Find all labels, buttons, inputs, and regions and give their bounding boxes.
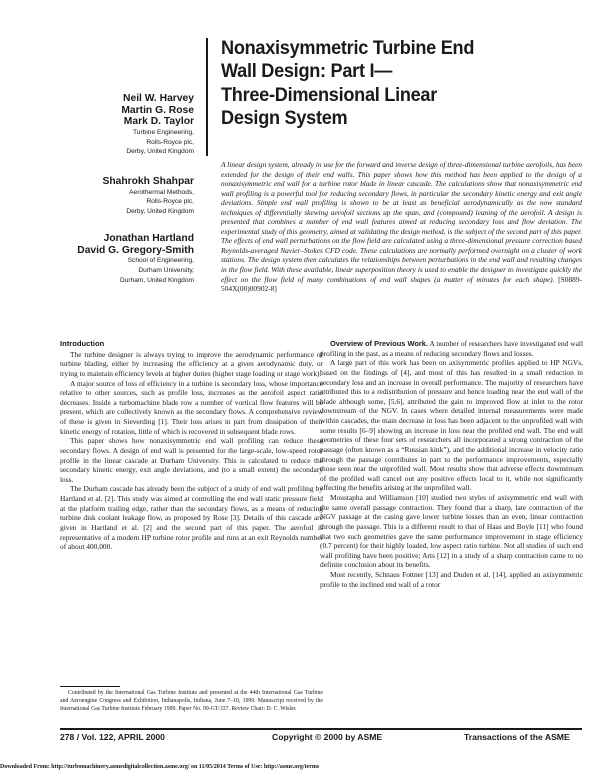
abstract [221, 160, 582, 294]
paragraph: The Durham cascade has already been the subject of a study of end wall profiling by Hartland et al. [2]. This study was aimed at controlling the end wall static pressure field at the platform trailing edge, rather than the secondary flows, as a means of reducing turbine disk coolant leakage flow, as proposed by Rose [3]. Details of this cascade are given in Hartland et al. [2] and the second part of this paper. The aerofoil is representative of a modern HP turbine rotor profile and runs at an exit Reynolds number of about 400,000. [60, 484, 323, 552]
affiliation-line: Rolls-Royce plc, [146, 138, 194, 146]
title-rule [206, 38, 208, 156]
author-name: Neil W. Harvey [123, 93, 194, 104]
section-heading-introduction: Introduction [60, 339, 105, 348]
author-group-durham [20, 233, 194, 286]
subsection-heading-overview: Overview of Previous Work. [330, 339, 428, 348]
paragraph: Most recently, Schnaus Fottner [13] and Duden et al. [14], applied an axisymmetric profile to the inclined end wall of a rotor [320, 570, 583, 589]
paragraph-text: A number of researchers have investigated end wall profiling in the past, as a means of reducing secondary flows and losses. [320, 339, 583, 358]
paragraph: A major source of loss of efficiency in a turbine is secondary loss, whose importance relative to other sources, such as profile loss, increases as the aerofoil aspect ratio decreases. Inside a turbomachine blade row a number of vortical flow features will be present, which are collectively known as the secondary flows. A comprehensive review of these is given in Sieverding [1]. Their loss arises in part from dissipation of their kinetic energy of rotation, little of which is recovered in subsequent blade rows. [60, 378, 323, 436]
title-line: Nonaxisymmetric Turbine End [221, 37, 475, 59]
affiliation-line: Durham University, [138, 266, 194, 274]
author-name: Shahrokh Shahpar [102, 176, 194, 187]
author-name: Martin G. Rose [121, 104, 194, 116]
footer-journal: Transactions of the ASME [464, 732, 570, 742]
footnote-rule [60, 686, 120, 687]
paragraph: A large part of this work has been on axisymmetric profiles applied to HP NGVs, based on the findings of [4], and most of this has resulted in a small reduction in secondary loss and an increase in overall performance. The majority of researchers have attributed this to a redistribution of pressure and hence loading near the end wall of the blade although some, [5,6], attributed the gain to improved flow at inlet to the rotor downstream of the NGV. In cases where detailed internal measurements were made within cascades, the main decrease in loss has been adjacent to the unprofiled wall with some results [6–9] showing an increase in loss near the profiled end wall. The end wall geometries of these four sets of researchers all incorporated a strong contraction of the passage (often known as a “Russian kink”), and the additional increase in velocity ratio through the passage contributes in part to the performance improvements, especially those seen near the unprofiled wall. Most results show that adverse effects downstream of the profiled wall cancel out any positive effects local to it, while not significantly affecting the benefits arising at the unprofiled wall. [320, 358, 583, 493]
affiliation-line: School of Engineering, [127, 257, 194, 265]
affiliation-line: Rolls-Royce plc, [146, 198, 194, 206]
author-group-rolls-royce-aerothermal [20, 176, 194, 217]
paragraph: Moustapha and Williamson [10] studied two styles of axisymmetric end wall with the same overall passage contraction. They found that a sharp, late contraction of the NGV passage at the casing gave lower turbine losses than an even, linear contraction through the passage. This is a different result to that of Haas and Boyle [11] who found that two such geometries gave the same performance improvement in stage efficiency (0.7 percent) for their highly loaded, low aspect ratio turbine. Not all studies of such end wall profiling have been positive; Arts [12] in a study of a sharp contraction came to no definite conclusion about its benefits. [320, 493, 583, 570]
download-notice: Downloaded From: http://turbomachinery.asmedigitalcollection.asme.org/ on 11/05/2014 Terms of Use: http://asme.org/terms [0, 764, 320, 770]
abstract-ref: [S0889-504X(00)00902-8] [221, 274, 582, 294]
affiliation-line: Durham, United Kingdom [119, 276, 194, 284]
author-name: David G. Gregory-Smith [77, 244, 194, 256]
author-group-rolls-royce-turbine [20, 93, 194, 157]
author-name: Jonathan Hartland [103, 233, 194, 244]
affiliation-line: Aerothermal Methods, [129, 188, 194, 196]
column-right [320, 339, 583, 589]
footnote: Contributed by the International Gas Turbine Institute and presented at the 44th International Gas Turbine and Aeroengine Congress and Exhibition, Indianapolis, Indiana, June 7–10, 1999. Manuscript received by the International Gas Turbine Institute February 1999. Paper No. 99-GT-337. Review Chair: D. C. Wisler. [60, 690, 323, 712]
title-line: Design System [221, 107, 348, 130]
affiliation-line: Turbine Engineering, [133, 128, 194, 136]
title-line: Wall Design: Part I— [221, 60, 393, 83]
author-name: Mark D. Taylor [123, 116, 194, 128]
title-line: Three-Dimensional Linear [221, 83, 438, 106]
abstract-text: A linear design system, already in use for the forward and inverse design of three-dimensional turbine aerofoils, has been extended for the design of their end walls. This paper shows how this method has been applied to the design of a nonaxisymmetric end wall for a turbine rotor blade in linear cascade. The calculations show that nonaxisymmetric end wall profiling is a powerful tool for reducing secondary flows, in particular the secondary kinetic energy and exit angle deviations. Simple end wall profiling is shown to be at least as beneficial aerodynamically as the now standard techniques of differentially skewing aerofoil sections up the span, and (compound) leaning of the aerofoil. A design is presented that combines a number of end wall features aimed at reducing secondary loss and flow deviation. The experimental study of this geometry, aimed at validating the design method, is the subject of the second part of this paper. The effects of end wall perturbations on the flow field are calculated using a three-dimensional pressure correction based Reynolds-averaged Navier–Stokes CFD code. These calculations are normally performed overnight on a cluster of work stations. The design system then calculates the relationships between perturbations in the end wall and resulting changes in the flow field. With these available, linear superposition theory is used to enable the designer to investigate quickly the effect on the flow field of many combinations of end wall shapes (a matter of minutes for each shape). [221, 160, 582, 284]
paragraph: This paper shows how nonaxisymmetric end wall profiling can reduce these secondary flows. A design of end wall is presented for the large-scale, low-speed rotor profile in the linear cascade at Durham University. This is calculated to reduce the secondary kinetic energy, exit angle deviations, and (to a small extent) the secondary loss. [60, 436, 323, 484]
affiliation-line: Derby, United Kingdom [126, 208, 194, 216]
footer-copyright: Copyright © 2000 by ASME [272, 732, 383, 742]
paper-title [221, 37, 556, 131]
footer-rule [60, 728, 582, 730]
paragraph: The turbine designer is always trying to improve the aerodynamic performance of turbine blading, either by increasing the efficiency at a given aerodynamic duty, or trying to maintain efficiency levels at higher duties (higher stage loading or stage work). [60, 349, 323, 378]
footer-page-volume: 278 / Vol. 122, APRIL 2000 [60, 732, 165, 742]
affiliation-line: Derby, United Kingdom [126, 148, 194, 156]
column-left [60, 339, 323, 552]
paragraph [320, 339, 583, 358]
